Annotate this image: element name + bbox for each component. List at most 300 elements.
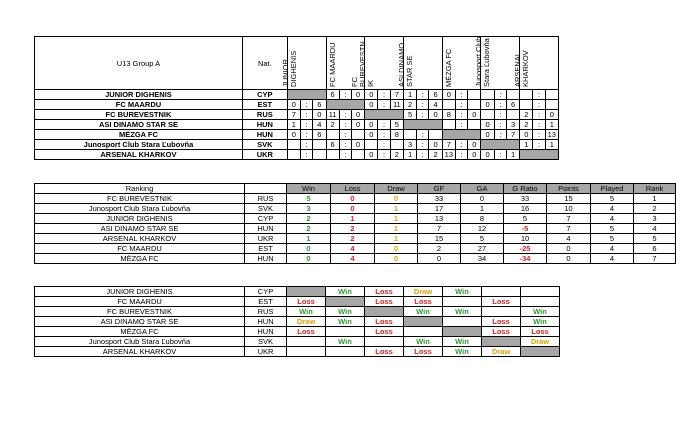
ranking-draw: 0 [375, 254, 418, 264]
results-nation: HUN [245, 327, 287, 337]
ranking-header-cell: Points [547, 184, 591, 194]
team-name: FC MAARDU [35, 100, 243, 110]
score-home: 1 [403, 150, 416, 160]
results-nation: UKR [245, 347, 287, 357]
score-separator: : [417, 140, 429, 150]
score-away: 0 [351, 90, 364, 100]
score-separator: : [417, 130, 429, 140]
result-cell: Loss [287, 327, 326, 337]
team-name: JUNIOR DIGHENIS [35, 90, 243, 100]
team-column-label: ARSENAL KHARKOV [513, 50, 531, 87]
ranking-header-cell: Rank [634, 184, 676, 194]
ranking-points: 7 [547, 224, 591, 234]
ranking-ga: 12 [461, 224, 504, 234]
ranking-row [35, 244, 676, 254]
group-header-row [35, 37, 559, 90]
diagonal-cell [404, 317, 443, 327]
diagonal-cell [520, 150, 559, 160]
diagonal-cell [443, 327, 482, 337]
ranking-played: 5 [591, 234, 634, 244]
score-home [520, 100, 533, 110]
ranking-header-row [35, 184, 676, 194]
results-team: Junosport Club Stara Ľubovňa [35, 337, 245, 347]
ranking-row [35, 194, 676, 204]
score-separator: : [533, 140, 545, 150]
score-home: 0 [365, 130, 378, 140]
result-cell: Win [443, 307, 482, 317]
ranking-draw: 0 [375, 194, 418, 204]
result-cell: Win [326, 307, 365, 317]
score-separator: : [339, 150, 351, 160]
result-cell [326, 327, 365, 337]
score-home: 7 [287, 110, 300, 120]
score-away [429, 130, 442, 140]
ranking-ratio: -34 [504, 254, 547, 264]
results-nation: EST [245, 297, 287, 307]
result-cell: Draw [521, 337, 560, 347]
score-home: 0 [481, 100, 494, 110]
score-home: 0 [520, 130, 533, 140]
team-column-header [396, 37, 442, 90]
diagonal-cell [482, 337, 521, 347]
result-cell: Win [287, 307, 326, 317]
score-separator: : [301, 110, 313, 120]
score-home: 0 [365, 100, 378, 110]
result-cell: Loss [287, 297, 326, 307]
ranking-ratio: 5 [504, 214, 547, 224]
score-home [481, 110, 494, 120]
ranking-played: 5 [591, 194, 634, 204]
score-away: 0 [545, 110, 558, 120]
result-cell [326, 347, 365, 357]
score-separator: : [455, 120, 467, 130]
score-separator: : [533, 110, 545, 120]
score-separator: : [301, 150, 313, 160]
ranking-header-cell: Ranking [35, 184, 245, 194]
score-away: 3 [506, 120, 519, 130]
ranking-win: 2 [287, 224, 331, 234]
score-away: 6 [313, 130, 326, 140]
score-home: 3 [403, 140, 416, 150]
score-away: 6 [313, 100, 326, 110]
team-nation: EST [242, 100, 287, 110]
ranking-header-cell: GA [461, 184, 504, 194]
score-away [468, 120, 481, 130]
ranking-gf: 15 [418, 234, 461, 244]
ranking-loss: 4 [331, 244, 375, 254]
score-away: 6 [506, 100, 519, 110]
diagonal-cell [365, 307, 404, 317]
results-row [35, 297, 560, 307]
score-home: 11 [326, 110, 339, 120]
result-cell: Draw [482, 347, 521, 357]
score-home [287, 150, 300, 160]
score-separator: : [455, 110, 467, 120]
results-row [35, 337, 560, 347]
score-away: 13 [545, 130, 558, 140]
score-home: 0 [442, 90, 455, 100]
result-cell: Loss [404, 347, 443, 357]
ranking-rank: 5 [634, 234, 676, 244]
result-cell: Loss [365, 317, 404, 327]
ranking-loss: 4 [331, 254, 375, 264]
team-column-label: ASI DINAMO STAR SE [396, 42, 414, 87]
score-away: 4 [313, 120, 326, 130]
score-separator: : [417, 150, 429, 160]
ranking-points: 15 [547, 194, 591, 204]
score-away: 1 [506, 150, 519, 160]
ranking-gf: 17 [418, 204, 461, 214]
group-row [35, 140, 559, 150]
score-home: 7 [442, 140, 455, 150]
ranking-header-cell: Win [287, 184, 331, 194]
team-column-label: FC MAARDU [327, 42, 337, 87]
result-cell: Win [521, 307, 560, 317]
ranking-ratio: 33 [504, 194, 547, 204]
ranking-played: 4 [591, 254, 634, 264]
score-home: 5 [403, 110, 416, 120]
ranking-nat: CYP [245, 214, 287, 224]
results-team: ASI DINAMO STAR SE [35, 317, 245, 327]
ranking-points: 4 [547, 234, 591, 244]
ranking-table [34, 183, 676, 264]
score-separator: : [378, 150, 390, 160]
result-cell: Loss [482, 297, 521, 307]
ranking-team: Junosport Club Stara Ľubovňa [35, 204, 245, 214]
score-home: 6 [326, 140, 339, 150]
result-cell [404, 327, 443, 337]
ranking-win: 0 [287, 254, 331, 264]
result-cell: Win [443, 287, 482, 297]
score-away: 0 [468, 110, 481, 120]
result-cell [443, 317, 482, 327]
score-separator: : [378, 130, 390, 140]
result-cell: Win [404, 307, 443, 317]
ranking-nat: RUS [245, 194, 287, 204]
score-home: 2 [520, 120, 533, 130]
score-separator: : [533, 120, 545, 130]
result-cell [287, 347, 326, 357]
ranking-header-cell [245, 184, 287, 194]
group-row [35, 100, 559, 110]
results-team: FC BUREVESTNIK [35, 307, 245, 317]
ranking-row [35, 214, 676, 224]
ranking-draw: 1 [375, 214, 418, 224]
score-separator: : [301, 130, 313, 140]
ranking-rank: 6 [634, 244, 676, 254]
ranking-team: JUNIOR DIGHENIS [35, 214, 245, 224]
score-home: 1 [287, 120, 300, 130]
score-separator: : [339, 90, 351, 100]
score-home: 1 [403, 90, 416, 100]
score-away: 11 [390, 100, 403, 110]
team-name: Junosport Club Stara Ľubovňa [35, 140, 243, 150]
score-away [468, 90, 481, 100]
score-separator: : [494, 120, 506, 130]
score-separator: : [494, 110, 506, 120]
ranking-nat: EST [245, 244, 287, 254]
result-cell: Loss [404, 297, 443, 307]
score-away [313, 140, 326, 150]
results-team: JUNIOR DIGHENIS [35, 287, 245, 297]
result-cell: Loss [482, 317, 521, 327]
score-away: 7 [506, 130, 519, 140]
score-home [403, 130, 416, 140]
results-matrix-table [34, 286, 560, 357]
score-away: 2 [429, 150, 442, 160]
ranking-ga: 27 [461, 244, 504, 254]
score-home: 8 [442, 110, 455, 120]
result-cell: Win [326, 317, 365, 327]
result-cell: Loss [365, 347, 404, 357]
team-column-header [280, 37, 326, 90]
result-cell: Win [521, 317, 560, 327]
score-away [390, 140, 403, 150]
results-row [35, 347, 560, 357]
score-separator: : [455, 90, 467, 100]
ranking-header-cell: Played [591, 184, 634, 194]
team-column-label: Junosport Club Stara Ľubovňa [474, 36, 492, 87]
score-separator: : [494, 90, 506, 100]
score-separator: : [339, 140, 351, 150]
score-away [351, 150, 364, 160]
ranking-nat: SVK [245, 204, 287, 214]
score-separator: : [533, 130, 545, 140]
score-away: 0 [351, 110, 364, 120]
result-cell: Win [326, 337, 365, 347]
team-name: MËZGA FC [35, 130, 243, 140]
result-cell: Loss [365, 297, 404, 307]
score-away: 0 [468, 140, 481, 150]
score-home: 2 [326, 120, 339, 130]
ranking-win: 2 [287, 214, 331, 224]
diagonal-cell [521, 347, 560, 357]
score-away: 5 [390, 120, 403, 130]
ranking-win: 1 [287, 234, 331, 244]
score-home: 13 [442, 150, 455, 160]
team-name: ASI DINAMO STAR SE [35, 120, 243, 130]
score-home [287, 140, 300, 150]
results-nation: CYP [245, 287, 287, 297]
result-cell [482, 287, 521, 297]
ranking-points: 7 [547, 214, 591, 224]
result-cell [482, 307, 521, 317]
score-away: 0 [351, 140, 364, 150]
score-separator: : [455, 100, 467, 110]
ranking-header-cell: Draw [375, 184, 418, 194]
ranking-points: 10 [547, 204, 591, 214]
diagonal-cell [442, 130, 481, 140]
team-column-label: FC BUREVESTN IK [350, 41, 376, 87]
score-separator: : [494, 100, 506, 110]
team-column-header [513, 37, 559, 90]
ranking-played: 5 [591, 224, 634, 234]
ranking-row [35, 234, 676, 244]
ranking-nat: HUN [245, 224, 287, 234]
results-row [35, 317, 560, 327]
score-away: 0 [351, 120, 364, 130]
score-away [545, 100, 558, 110]
score-away: 0 [429, 140, 442, 150]
ranking-gf: 13 [418, 214, 461, 224]
result-cell: Draw [287, 317, 326, 327]
ranking-draw: 0 [375, 244, 418, 254]
ranking-loss: 0 [331, 204, 375, 214]
ranking-row [35, 204, 676, 214]
score-away: 4 [429, 100, 442, 110]
score-separator: : [533, 90, 545, 100]
result-cell [443, 297, 482, 307]
ranking-draw: 1 [375, 204, 418, 214]
ranking-rank: 7 [634, 254, 676, 264]
team-nation: RUS [242, 110, 287, 120]
score-separator: : [301, 100, 313, 110]
team-nation: UKR [242, 150, 287, 160]
score-home: 0 [365, 150, 378, 160]
score-away: 0 [313, 110, 326, 120]
result-cell: Draw [404, 287, 443, 297]
results-row [35, 287, 560, 297]
ranking-played: 4 [591, 214, 634, 224]
score-away: 6 [429, 90, 442, 100]
result-cell: Win [443, 337, 482, 347]
ranking-played: 4 [591, 204, 634, 214]
ranking-loss: 2 [331, 224, 375, 234]
score-home [365, 140, 378, 150]
result-cell: Loss [521, 327, 560, 337]
score-separator: : [378, 90, 390, 100]
score-home [442, 120, 455, 130]
score-away: 2 [390, 150, 403, 160]
result-cell: Loss [365, 327, 404, 337]
ranking-draw: 1 [375, 234, 418, 244]
ranking-points: 0 [547, 254, 591, 264]
ranking-rank: 2 [634, 204, 676, 214]
diagonal-cell [481, 140, 520, 150]
score-separator: : [494, 130, 506, 140]
ranking-nat: HUN [245, 254, 287, 264]
result-cell: Win [404, 337, 443, 347]
ranking-loss: 2 [331, 234, 375, 244]
score-separator: : [339, 130, 351, 140]
ranking-gf: 33 [418, 194, 461, 204]
score-separator: : [417, 90, 429, 100]
score-away: 8 [390, 130, 403, 140]
score-away [545, 90, 558, 100]
score-away: 1 [545, 120, 558, 130]
score-away: 0 [429, 110, 442, 120]
ranking-ratio: -25 [504, 244, 547, 254]
ranking-ga: 34 [461, 254, 504, 264]
group-row [35, 90, 559, 100]
result-cell: Loss [365, 287, 404, 297]
results-nation: RUS [245, 307, 287, 317]
team-column-label: JUNIOR DIGHENIS [280, 50, 298, 87]
score-away: 7 [390, 90, 403, 100]
ranking-ga: 1 [461, 204, 504, 214]
results-nation: HUN [245, 317, 287, 327]
group-row [35, 110, 559, 120]
score-separator: : [417, 100, 429, 110]
score-home [326, 150, 339, 160]
ranking-rank: 1 [634, 194, 676, 204]
team-name: FC BUREVESTNIK [35, 110, 243, 120]
diagonal-cell [287, 90, 326, 100]
diagonal-cell [403, 120, 442, 130]
ranking-team: ARSENAL KHARKOV [35, 234, 245, 244]
score-away: 1 [545, 140, 558, 150]
ranking-team: FC BUREVESTNIK [35, 194, 245, 204]
score-home [481, 90, 494, 100]
diagonal-cell [365, 110, 404, 120]
score-separator: : [378, 100, 390, 110]
result-cell [365, 337, 404, 347]
results-row [35, 307, 560, 317]
diagonal-cell [326, 297, 365, 307]
score-separator: : [417, 110, 429, 120]
result-cell [521, 297, 560, 307]
score-home: 0 [481, 150, 494, 160]
results-team: FC MAARDU [35, 297, 245, 307]
ranking-team: ASI DINAMO STAR SE [35, 224, 245, 234]
score-home [326, 130, 339, 140]
results-row [35, 327, 560, 337]
score-separator: : [533, 100, 545, 110]
score-home: 0 [287, 100, 300, 110]
score-separator: : [378, 120, 390, 130]
score-home: 0 [481, 130, 494, 140]
score-separator: : [455, 140, 467, 150]
score-home: 0 [287, 130, 300, 140]
ranking-gf: 7 [418, 224, 461, 234]
score-away [468, 100, 481, 110]
ranking-gf: 2 [418, 244, 461, 254]
ranking-header-cell: G Ratio [504, 184, 547, 194]
ranking-gf: 0 [418, 254, 461, 264]
score-home: 6 [326, 90, 339, 100]
ranking-win: 0 [287, 244, 331, 254]
ranking-nat: UKR [245, 234, 287, 244]
ranking-rank: 3 [634, 214, 676, 224]
score-away [313, 150, 326, 160]
diagonal-cell [326, 100, 365, 110]
ranking-ga: 8 [461, 214, 504, 224]
result-cell: Loss [482, 327, 521, 337]
score-separator: : [494, 150, 506, 160]
result-cell [521, 287, 560, 297]
ranking-played: 4 [591, 244, 634, 254]
ranking-ratio: 10 [504, 234, 547, 244]
ranking-ratio: 16 [504, 204, 547, 214]
score-home [520, 90, 533, 100]
group-title: U13 Group A [35, 37, 243, 90]
ranking-row [35, 254, 676, 264]
ranking-draw: 1 [375, 224, 418, 234]
group-row [35, 130, 559, 140]
ranking-header-cell: GF [418, 184, 461, 194]
ranking-team: FC MAARDU [35, 244, 245, 254]
team-nation: SVK [242, 140, 287, 150]
group-matrix-table [34, 36, 559, 160]
ranking-header-cell: Loss [331, 184, 375, 194]
results-team: MËZGA FC [35, 327, 245, 337]
score-away: 0 [468, 150, 481, 160]
score-home [442, 100, 455, 110]
team-nation: HUN [242, 130, 287, 140]
ranking-points: 0 [547, 244, 591, 254]
team-nation: HUN [242, 120, 287, 130]
ranking-loss: 0 [331, 194, 375, 204]
